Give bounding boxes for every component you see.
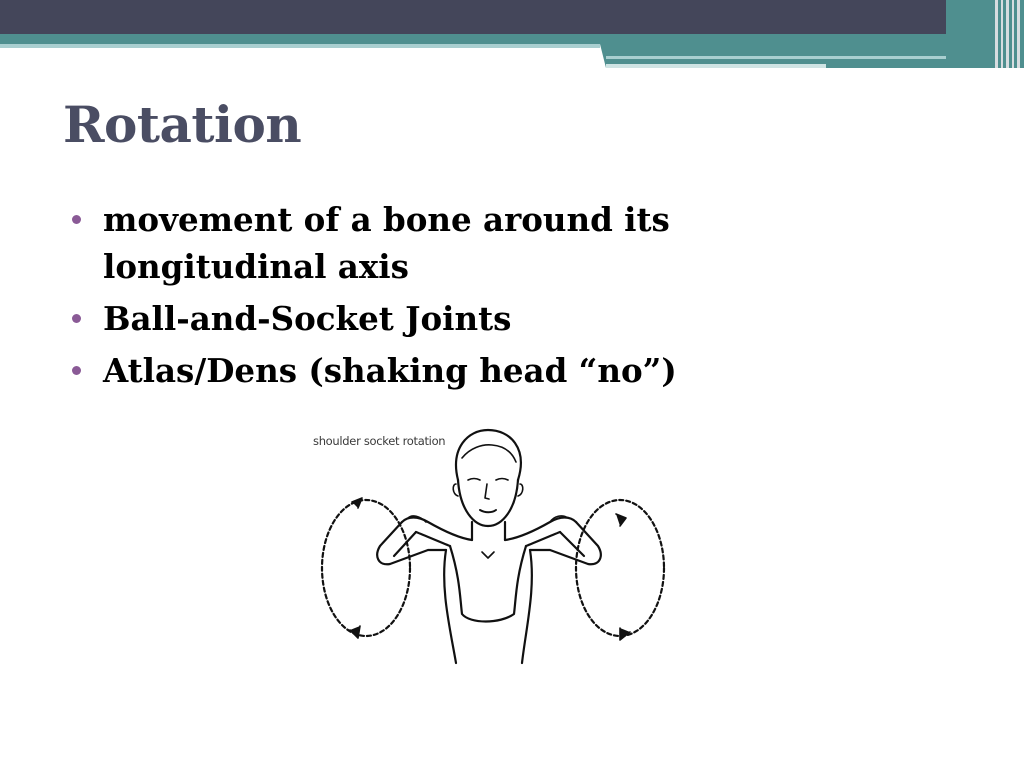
bullet-item [72, 295, 792, 342]
bullet-item [72, 196, 792, 290]
header-banner [0, 0, 1024, 72]
bullet-icon [72, 366, 81, 375]
bullet-text: movement of a bone around its longitudinal axis [103, 200, 670, 286]
bullet-icon [72, 314, 81, 323]
bullet-icon [72, 215, 81, 224]
bullet-text: Atlas/Dens (shaking head “no”) [103, 351, 677, 390]
bullet-item [72, 347, 792, 394]
bullet-text: Ball-and-Socket Joints [103, 299, 512, 338]
slide-title: Rotation [63, 95, 302, 154]
shoulder-rotation-illustration [300, 418, 670, 668]
figure-caption: shoulder socket rotation [313, 434, 446, 448]
bullet-list [72, 196, 792, 399]
